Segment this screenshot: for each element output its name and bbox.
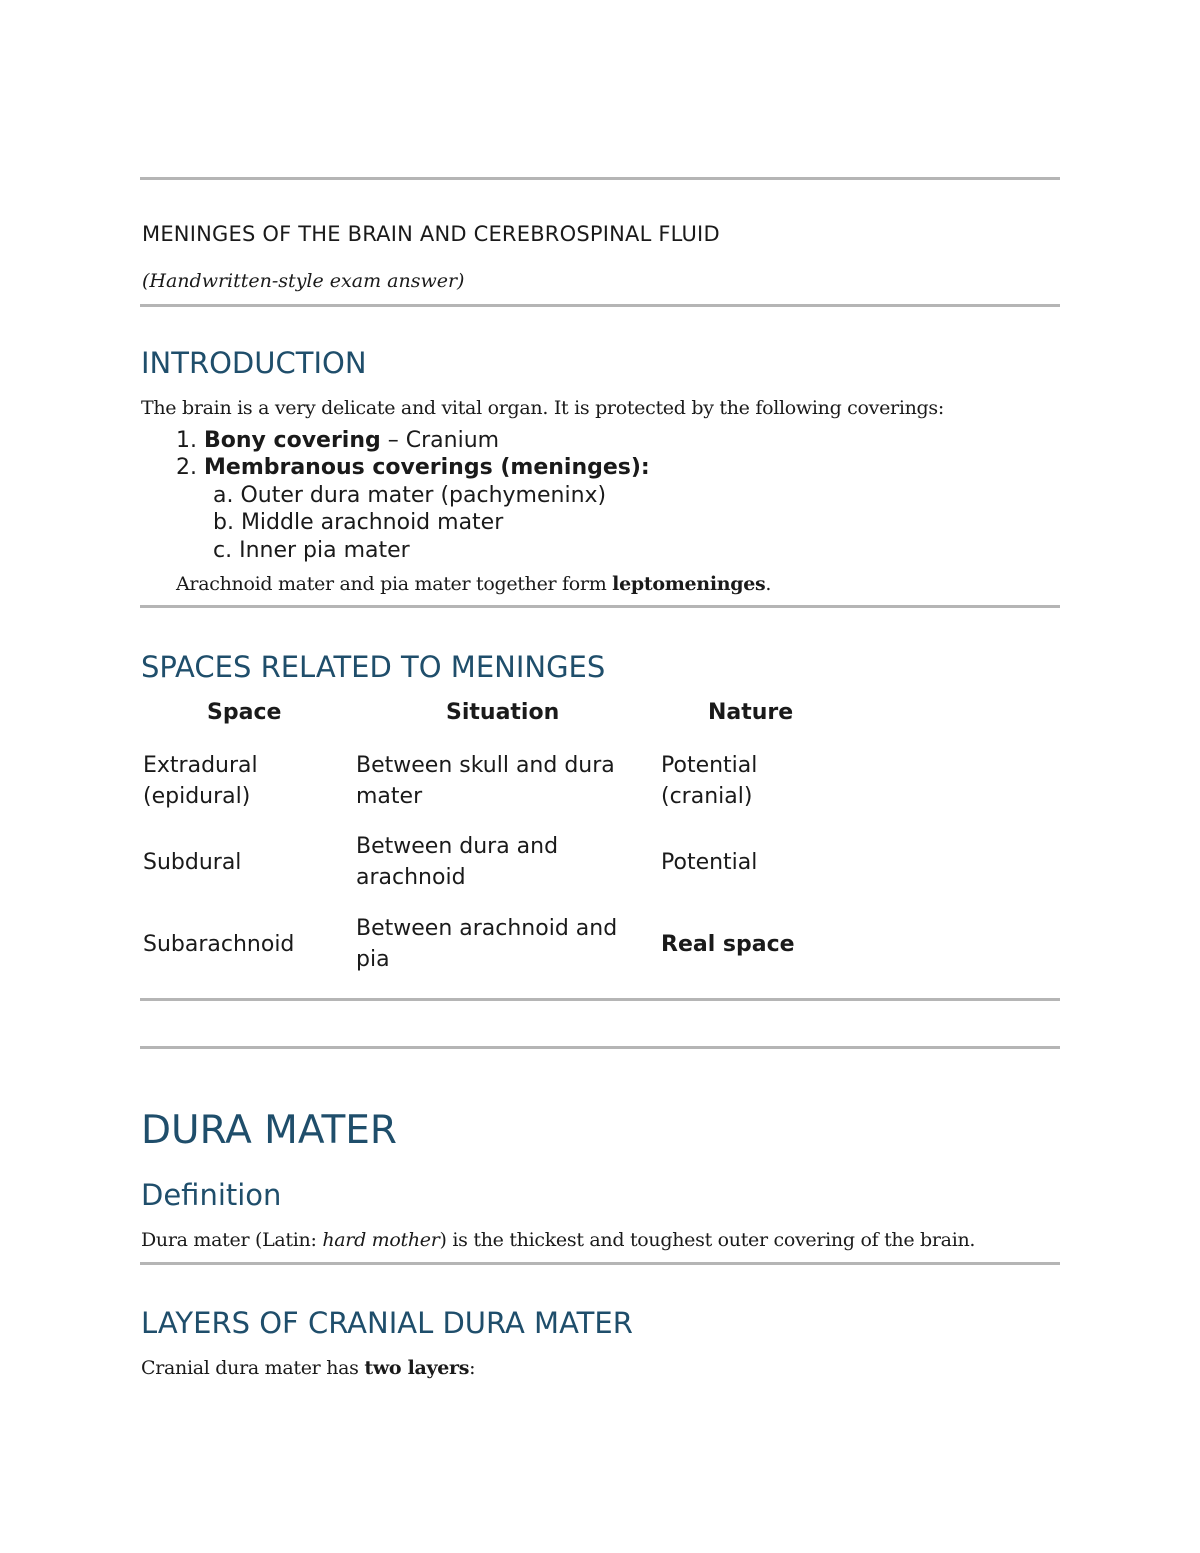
introduction-lead: The brain is a very delicate and vital organ. It is protected by the following coverings: — [141, 397, 944, 419]
table-cell-space: Subarachnoid — [143, 932, 295, 957]
table-cell-nature: Potential (cranial) — [661, 753, 758, 809]
note-bold: leptomeninges — [612, 573, 766, 595]
layers-text — [141, 1357, 475, 1379]
note-text-end: . — [765, 573, 772, 595]
list-number: 1. — [176, 428, 197, 453]
divider — [140, 605, 1060, 608]
table-header-nature: Nature — [708, 700, 794, 725]
note-text: Arachnoid mater and pia mater together form — [176, 573, 613, 595]
list-item-bony — [176, 428, 499, 453]
divider — [140, 304, 1060, 307]
layers-text-bold: two layers — [364, 1357, 470, 1379]
layers-heading: LAYERS OF CRANIAL DURA MATER — [141, 1306, 633, 1340]
introduction-heading: INTRODUCTION — [141, 346, 367, 380]
table-cell-space: Extradural (epidural) — [143, 753, 258, 809]
list-item-text: – Cranium — [380, 428, 500, 453]
layers-text-end: : — [469, 1357, 476, 1379]
divider — [140, 998, 1060, 1001]
table-header-space: Space — [207, 700, 282, 725]
table-cell-situation: Between dura and arachnoid — [356, 834, 559, 890]
table-cell-nature: Potential — [661, 850, 758, 875]
list-item-bold: Bony covering — [204, 428, 381, 453]
layers-text-start: Cranial dura mater has — [141, 1357, 365, 1379]
definition-text-end: ) is the thickest and toughest outer covering of the brain. — [439, 1229, 976, 1251]
document-subtitle: (Handwritten-style exam answer) — [142, 270, 465, 292]
divider — [140, 177, 1060, 180]
definition-heading: Definition — [141, 1178, 282, 1212]
divider — [140, 1046, 1060, 1049]
sub-item-arachnoid: b. Middle arachnoid mater — [213, 510, 504, 535]
definition-text: Dura mater (Latin: — [141, 1229, 323, 1251]
table-cell-situation: Between skull and dura mater — [356, 753, 615, 809]
dura-mater-heading: DURA MATER — [141, 1108, 398, 1153]
leptomeninges-note — [176, 573, 771, 595]
sub-item-pia: c. Inner pia mater — [213, 538, 410, 563]
document-page — [140, 0, 1060, 1553]
list-item-bold: Membranous coverings (meninges): — [204, 455, 650, 480]
definition-italic: hard mother — [322, 1229, 440, 1251]
sub-item-dura: a. Outer dura mater (pachymeninx) — [213, 483, 607, 508]
list-item-membranous — [176, 455, 650, 480]
table-cell-space: Subdural — [143, 850, 242, 875]
divider — [140, 1262, 1060, 1265]
document-title: MENINGES OF THE BRAIN AND CEREBROSPINAL FLUID — [142, 222, 720, 246]
spaces-heading: SPACES RELATED TO MENINGES — [141, 650, 606, 684]
table-header-situation: Situation — [446, 700, 560, 725]
dura-definition-text — [141, 1229, 975, 1251]
list-number: 2. — [176, 455, 197, 480]
table-cell-situation: Between arachnoid and pia — [356, 916, 618, 972]
table-cell-nature: Real space — [661, 932, 795, 957]
